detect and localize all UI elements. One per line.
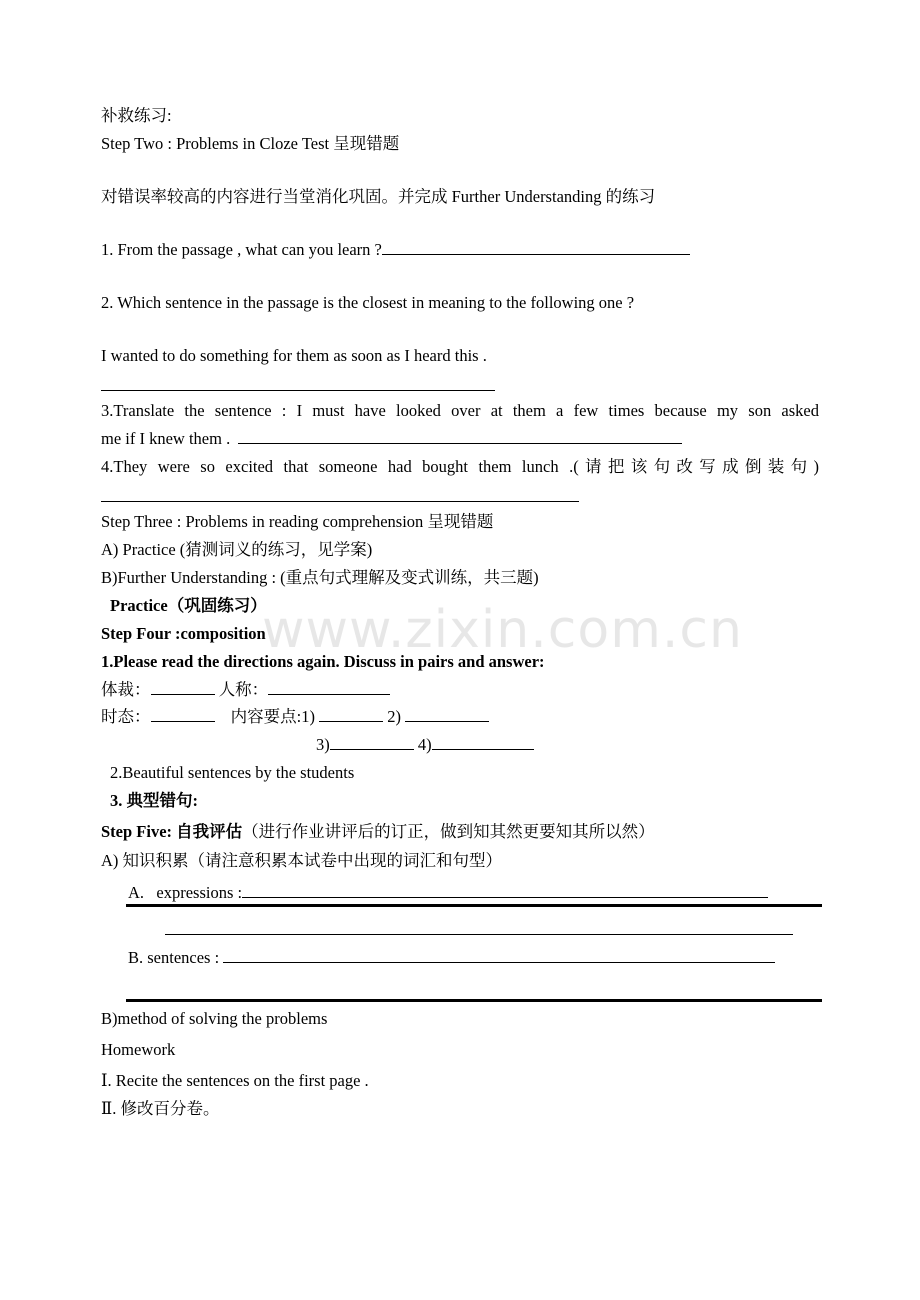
tense-label: 时态： — [101, 707, 151, 726]
question-2: 2. Which sentence in the passage is the closest in meaning to the following one ? — [101, 293, 635, 312]
step-five-heading — [101, 822, 655, 842]
step-five-label: Step Five: 自我评估 — [101, 822, 243, 841]
question-3-line2 — [101, 429, 682, 449]
genre-label: 体裁： — [101, 680, 151, 699]
step-four-item-2: 2.Beautiful sentences by the students — [110, 763, 355, 782]
question-1-text: 1. From the passage , what can you learn ? — [101, 240, 382, 259]
step-four-item-3: 3. 典型错句: — [110, 791, 198, 810]
points-label: 内容要点:1) — [230, 707, 315, 726]
sentences-blank[interactable] — [223, 948, 775, 963]
step-five-note: （进行作业讲评后的订正，做到知其然更要知其所以然） — [242, 822, 655, 841]
remedial-heading: 补救练习: — [101, 106, 172, 125]
step-three-a: A) Practice (猜测词义的练习，见学案) — [101, 540, 373, 559]
homework-item-2: Ⅱ. 修改百分卷。 — [101, 1099, 220, 1118]
sentences-row — [128, 948, 775, 968]
point-1-blank[interactable] — [319, 707, 383, 722]
step-three-heading: Step Three : Problems in reading comprehension 呈现错题 — [101, 512, 494, 531]
point-3-label: 3) — [316, 735, 330, 754]
point-4-label: 4) — [417, 735, 432, 754]
genre-person-row — [101, 680, 390, 700]
sentences-label: B. sentences : — [128, 948, 220, 967]
answer-blank-2[interactable] — [101, 390, 495, 391]
expressions-blank[interactable] — [242, 883, 768, 898]
question-2-sentence: I wanted to do something for them as soon as I heard this . — [101, 346, 487, 365]
step-five-a: A) 知识积累（请注意积累本试卷中出现的词汇和句型） — [101, 851, 503, 870]
expressions-row — [128, 883, 768, 903]
point-3-blank[interactable] — [330, 735, 414, 750]
step-four-heading: Step Four :composition — [101, 624, 266, 643]
step-two-heading: Step Two : Problems in Cloze Test 呈现错题 — [101, 134, 400, 153]
question-1 — [101, 240, 690, 260]
homework-heading: Homework — [101, 1040, 176, 1059]
step-four-item-1: 1.Please read the directions again. Discuss in pairs and answer: — [101, 652, 545, 671]
watermark: www.zixin.com.cn — [262, 600, 743, 660]
point-4-blank[interactable] — [432, 735, 534, 750]
sentences-rule — [126, 999, 822, 1002]
tense-blank[interactable] — [151, 707, 215, 722]
point-2-label: 2) — [387, 707, 401, 726]
expressions-blank-2[interactable] — [165, 934, 793, 935]
step-three-b: B)Further Understanding : (重点句式理解及变式训练，共三题) — [101, 568, 539, 587]
expressions-rule — [126, 904, 822, 907]
person-label: 人称： — [218, 680, 269, 699]
genre-blank[interactable] — [151, 680, 215, 695]
point-2-blank[interactable] — [405, 707, 489, 722]
homework-item-1: Ⅰ. Recite the sentences on the first page . — [101, 1071, 369, 1090]
tense-points-row — [101, 707, 489, 727]
points-row-2 — [316, 735, 534, 755]
answer-blank-4[interactable] — [101, 501, 579, 502]
question-3-text: me if I knew them . — [101, 429, 231, 448]
question-3-line1: 3.Translate the sentence : I must have looked over at them a few times because my son asked — [101, 401, 819, 420]
step-five-b: B)method of solving the problems — [101, 1009, 328, 1028]
person-blank[interactable] — [268, 680, 390, 695]
question-4: 4.They were so excited that someone had bought them lunch .(请把该句改写成倒装句) — [101, 457, 819, 476]
expressions-label: A. expressions : — [128, 883, 243, 902]
step-two-instruction: 对错误率较高的内容进行当堂消化巩固。并完成 Further Understanding 的练习 — [101, 187, 656, 206]
answer-blank-3[interactable] — [238, 429, 682, 444]
answer-blank-1[interactable] — [382, 240, 690, 255]
practice-heading: Practice（巩固练习） — [110, 596, 267, 615]
